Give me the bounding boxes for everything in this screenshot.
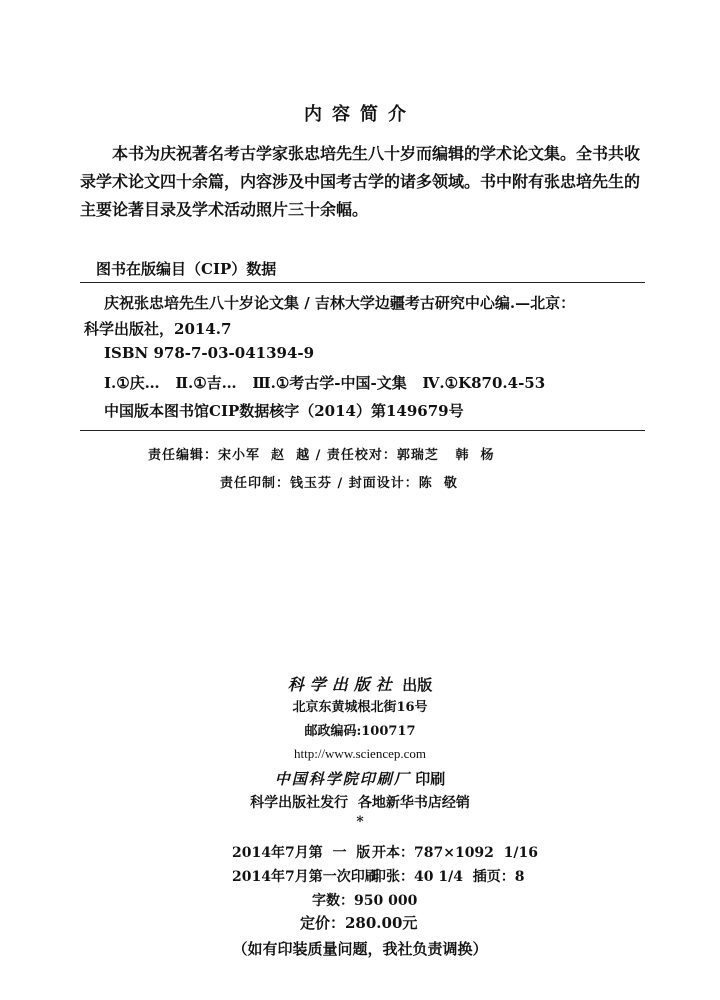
spec-notice: （如有印装质量问题，我社负责调换） (232, 940, 488, 958)
publisher-postcode: 邮政编码:100717 (304, 724, 416, 739)
spec-price: 定价：280.00元 (300, 914, 418, 932)
spec-edition: 2014年7月第 一 版 (232, 845, 371, 861)
separator-star: * (356, 814, 364, 830)
publisher-suffix: 出版 (402, 676, 433, 694)
cip-line-2: 科学出版社，2014.7 (84, 320, 232, 338)
spec-printing: 2014年7月第一次印刷 (232, 869, 379, 885)
intro-title: 内容简介 (304, 104, 416, 125)
publisher-address: 北京东黄城根北街16号 (292, 700, 428, 715)
publisher-website: http://www.sciencep.com (293, 746, 426, 761)
publisher-line (0, 672, 720, 695)
staff-printing: 责任印制：钱玉芬 / 封面设计：陈 敬 (220, 476, 458, 491)
intro-body: 本书为庆祝著名考古学家张忠培先生八十岁而编辑的学术论文集。全书共收录学术论文四十余篇，内容涉及中国考古学的诸多领域。书中附有张忠培先生的主要论著目录及学术活动照片三十余幅。 (80, 144, 641, 219)
staff-editors: 责任编辑：宋小军 赵 越 / 责任校对：郭瑞芝 韩 杨 (148, 448, 495, 463)
cip-check-number: 中国版本图书馆CIP数据核字（2014）第149679号 (104, 402, 464, 420)
printer-line (0, 768, 720, 789)
printer-name: 中国科学院印刷厂 (274, 770, 411, 788)
printer-suffix: 印刷 (415, 770, 446, 788)
distribution: 科学出版社发行 各地新华书店经销 (250, 795, 470, 811)
publisher-name: 科学出版社 (287, 675, 398, 694)
cip-top-rule (80, 282, 645, 283)
spec-sheets: 印张：40 1/4 插页：8 (372, 869, 525, 885)
spec-format: 开本：787×1092 1/16 (372, 845, 539, 861)
cip-heading: 图书在版编目（CIP）数据 (96, 260, 277, 278)
cip-bottom-rule (80, 430, 645, 431)
cip-isbn: ISBN 978-7-03-041394-9 (104, 344, 315, 362)
spec-word-count: 字数：950 000 (312, 893, 418, 909)
cip-line-1: 庆祝张忠培先生八十岁论文集 / 吉林大学边疆考古研究中心编.—北京： (104, 294, 576, 312)
cip-classification: Ⅰ.①庆… Ⅱ.①吉… Ⅲ.①考古学-中国-文集 Ⅳ.①K870.4-53 (104, 374, 546, 392)
